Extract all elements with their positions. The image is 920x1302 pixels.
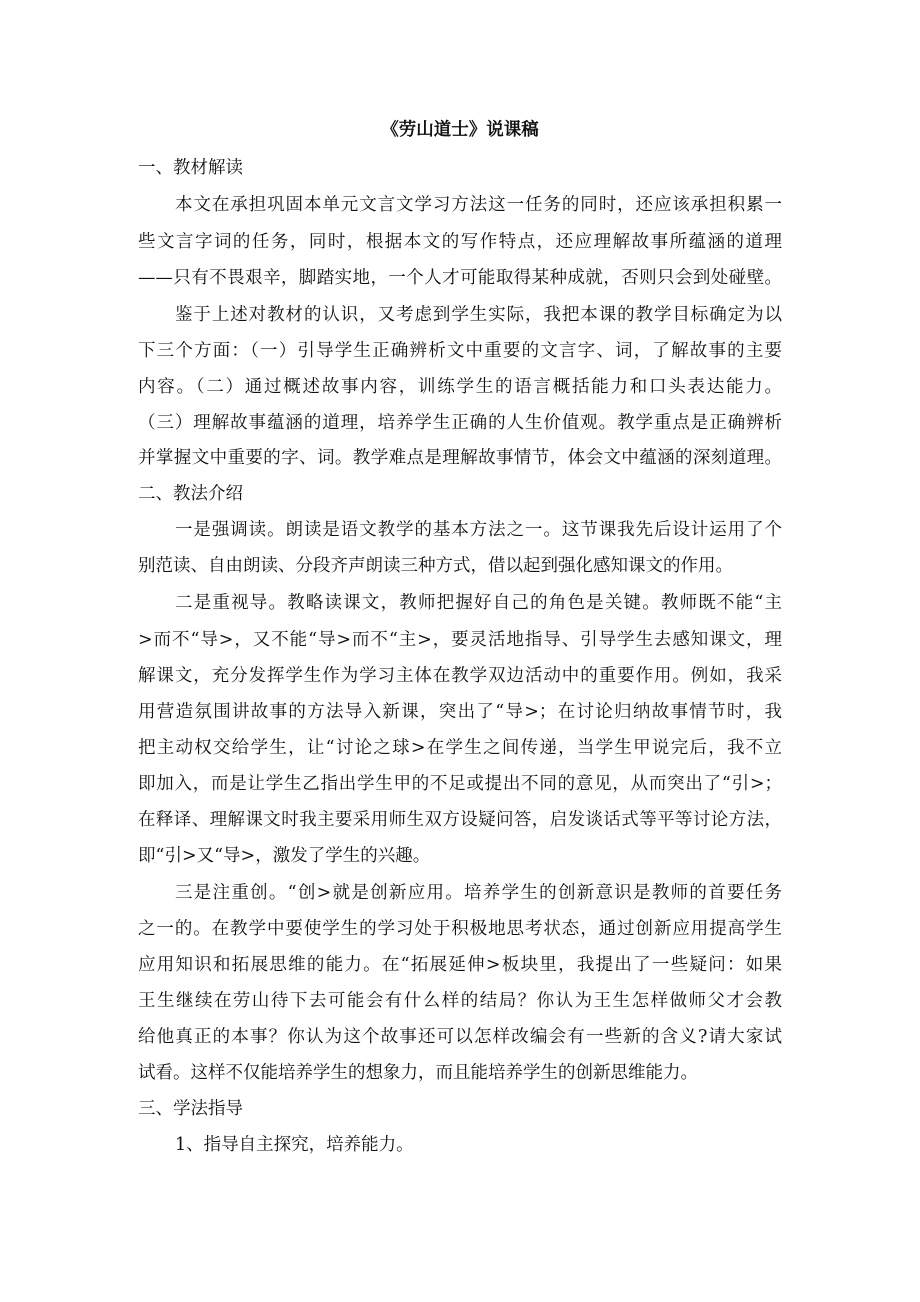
paragraph-line: 把主动权交给学生，让“讨论之球>在学生之间传递，当学生甲说完后，我不立 bbox=[138, 738, 782, 758]
paragraph-line: 一是强调读。朗读是语文教学的基本方法之一。这节课我先后设计运用了个 bbox=[175, 520, 782, 540]
paragraph-line: 即“引>又“导>，激发了学生的兴趣。 bbox=[138, 846, 431, 866]
paragraph-line: 即加入，而是让学生乙指出学生甲的不足或提出不同的意见，从而突出了“引>； bbox=[138, 774, 782, 794]
paragraph-line: 本文在承担巩固本单元文言文学习方法这一任务的同时，还应该承担积累一 bbox=[175, 195, 782, 215]
section-heading: 三、学法指导 bbox=[138, 1099, 243, 1119]
paragraph-line: 些文言字词的任务，同时，根据本文的写作特点，还应理解故事所蕴涵的道理 bbox=[138, 232, 782, 252]
paragraph-line: ——只有不畏艰辛，脚踏实地，一个人才可能取得某种成就，否则只会到处碰壁。 bbox=[138, 268, 782, 288]
paragraph-line: 王生继续在劳山待下去可能会有什么样的结局？你认为王生怎样做师父才会教 bbox=[138, 991, 782, 1011]
paragraph-line: （三）理解故事蕴涵的道理，培养学生正确的人生价值观。教学重点是正确辨析 bbox=[138, 413, 782, 433]
paragraph-line: 内容。（二）通过概述故事内容，训练学生的语言概括能力和口头表达能力。 bbox=[138, 377, 782, 397]
paragraph-line: 1、指导自主探究，培养能力。 bbox=[175, 1135, 414, 1155]
paragraph-line: 三是注重创。“创>就是创新应用。培养学生的创新意识是教师的首要任务 bbox=[175, 883, 782, 903]
paragraph-line: 给他真正的本事？你认为这个故事还可以怎样改编会有一些新的含义?请大家试 bbox=[138, 1027, 782, 1047]
section-heading: 二、教法介绍 bbox=[138, 484, 243, 504]
paragraph-line: 别范读、自由朗读、分段齐声朗读三种方式，借以起到强化感知课文的作用。 bbox=[138, 556, 733, 576]
paragraph-line: 试看。这样不仅能培养学生的想象力，而且能培养学生的创新思维能力。 bbox=[138, 1063, 698, 1083]
paragraph-line: 下三个方面：（一）引导学生正确辨析文中重要的文言字、词，了解故事的主要 bbox=[138, 341, 782, 361]
paragraph-line: 应用知识和拓展思维的能力。在“拓展延伸>板块里，我提出了一些疑问：如果 bbox=[138, 955, 782, 975]
paragraph-line: 用营造氛围讲故事的方法导入新课，突出了“导>；在讨论归纳故事情节时，我 bbox=[138, 702, 782, 722]
paragraph-line: >而不“导>，又不能“导>而不“主>，要灵活地指导、引导学生去感知课文，理 bbox=[138, 630, 782, 650]
section-heading: 一、教材解读 bbox=[138, 158, 243, 178]
paragraph-line: 二是重视导。教略读课文，教师把握好自己的角色是关键。教师既不能“主 bbox=[175, 593, 782, 613]
paragraph-line: 在释译、理解课文时我主要采用师生双方设疑问答，启发谈话式等平等讨论方法， bbox=[138, 810, 782, 830]
paragraph-line: 之一的。在教学中要使学生的学习处于积极地思考状态，通过创新应用提高学生 bbox=[138, 919, 782, 939]
paragraph-line: 鉴于上述对教材的认识，又考虑到学生实际，我把本课的教学目标确定为以 bbox=[175, 305, 782, 325]
document-title: 《劳山道士》说课稿 bbox=[381, 120, 539, 140]
paragraph-line: 解课文，充分发挥学生作为学习主体在教学双边活动中的重要作用。例如，我采 bbox=[138, 666, 782, 686]
paragraph-line: 并掌握文中重要的字、词。教学难点是理解故事情节，体会文中蕴涵的深刻道理。 bbox=[138, 448, 782, 468]
